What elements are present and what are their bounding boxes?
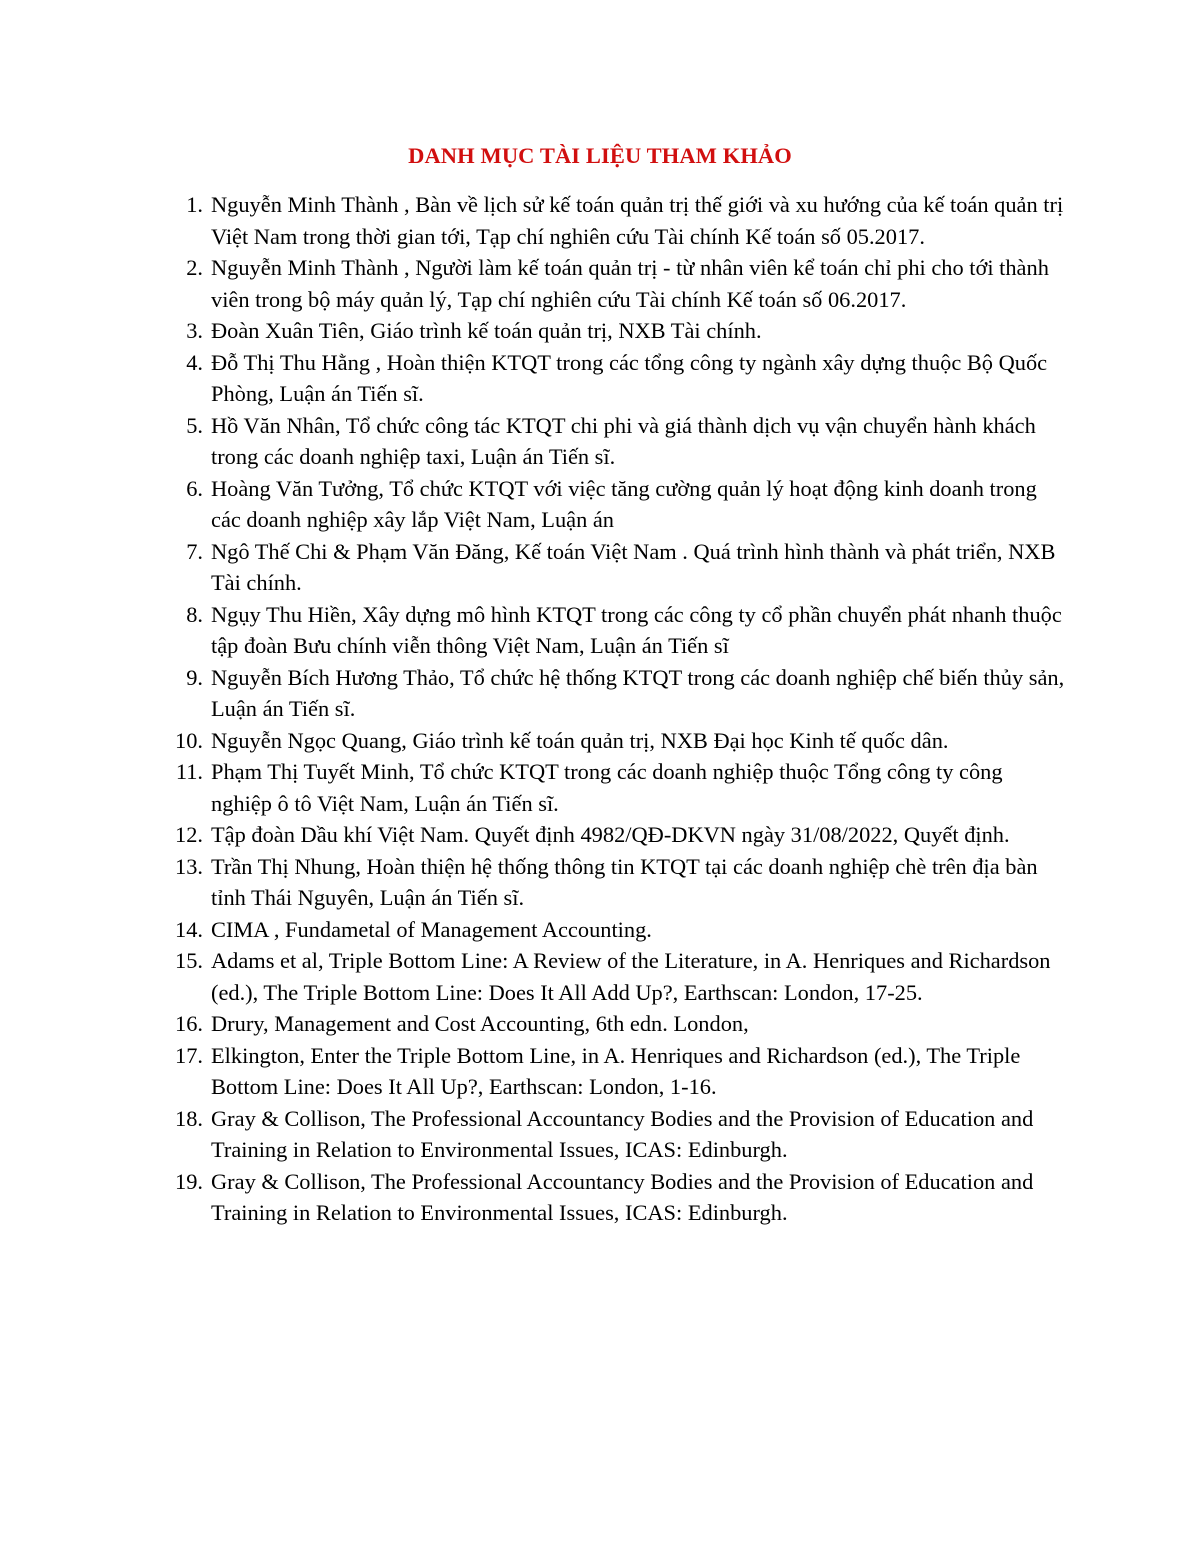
page-title: DANH MỤC TÀI LIỆU THAM KHẢO — [408, 143, 792, 168]
reference-text: Ngụy Thu Hiền, Xây dựng mô hình KTQT trong các công ty cổ phần chuyển phát nhanh thuộc tập đoàn Bưu chính viễn thông Việt Nam, Luận án Tiến sĩ — [211, 601, 1062, 658]
reference-text: Adams et al, Triple Bottom Line: A Review of the Literature, in A. Henriques and Richardson (ed.), The Triple Bottom Line: Does It All Add Up?, Earthscan: London, 17-25. — [211, 948, 1051, 1005]
reference-text: Nguyễn Bích Hương Thảo, Tổ chức hệ thống KTQT trong các doanh nghiệp chế biến thủy sản, Luận án Tiến sĩ. — [211, 664, 1065, 721]
reference-text: Nguyễn Minh Thành , Người làm kế toán quản trị - từ nhân viên kể toán chỉ phi cho tới thành viên trong bộ máy quản lý, Tạp chí nghiên cứu Tài chính Kế toán số 06.2017. — [211, 255, 1049, 312]
reference-text: Đỗ Thị Thu Hằng , Hoàn thiện KTQT trong các tổng công ty ngành xây dựng thuộc Bộ Quốc Phòng, Luận án Tiến sĩ. — [211, 349, 1048, 406]
reference-item — [165, 347, 1065, 410]
reference-item — [165, 473, 1065, 536]
reference-text: Ngô Thế Chi & Phạm Văn Đăng, Kế toán Việt Nam . Quá trình hình thành và phát triển, NXB Tài chính. — [211, 538, 1056, 595]
reference-number: 12. — [175, 822, 203, 847]
reference-item — [165, 315, 1065, 347]
reference-number: 11. — [175, 759, 203, 784]
reference-item — [165, 756, 1065, 819]
reference-number: 17. — [175, 1042, 203, 1068]
reference-number: 9. — [186, 664, 203, 690]
reference-list — [165, 189, 1065, 1229]
reference-item — [165, 1166, 1065, 1229]
reference-item — [165, 851, 1065, 914]
reference-number: 18. — [175, 1105, 203, 1131]
reference-number: 19. — [175, 1168, 203, 1194]
reference-item — [165, 599, 1065, 662]
reference-number: 14. — [175, 916, 203, 942]
reference-number: 5. — [186, 412, 203, 438]
reference-text: Tập đoàn Dầu khí Việt Nam. Quyết định 4982/QĐ-DKVN ngày 31/08/2022, Quyết định. — [211, 822, 1010, 847]
reference-number: 16. — [175, 1011, 203, 1036]
reference-item — [165, 1008, 1065, 1040]
reference-item — [165, 725, 1065, 757]
reference-text: Đoàn Xuân Tiên, Giáo trình kế toán quản trị, NXB Tài chính. — [211, 318, 762, 343]
reference-text: Phạm Thị Tuyết Minh, Tổ chức KTQT trong các doanh nghiệp thuộc Tổng công ty công nghiệp ô tô Việt Nam, Luận án Tiến sĩ. — [211, 759, 1003, 816]
reference-item — [165, 1040, 1065, 1103]
reference-number: 15. — [175, 948, 203, 973]
reference-item — [165, 819, 1065, 851]
reference-text: Gray & Collison, The Professional Accountancy Bodies and the Provision of Education and Training in Relation to Environmental Issues, ICAS: Edinburgh. — [211, 1168, 1034, 1225]
reference-number: 10. — [175, 727, 203, 753]
reference-text: CIMA , Fundametal of Management Accounting. — [211, 916, 652, 942]
reference-number: 8. — [186, 601, 203, 627]
reference-number: 1. — [186, 192, 203, 217]
reference-item — [165, 914, 1065, 946]
reference-item — [165, 252, 1065, 315]
reference-number: 7. — [186, 538, 203, 564]
reference-item — [165, 1103, 1065, 1166]
reference-text: Drury, Management and Cost Accounting, 6th edn. London, — [211, 1011, 749, 1036]
reference-text: Trần Thị Nhung, Hoàn thiện hệ thống thông tin KTQT tại các doanh nghiệp chè trên địa bàn tỉnh Thái Nguyên, Luận án Tiến sĩ. — [211, 853, 1038, 910]
reference-text: Nguyễn Ngọc Quang, Giáo trình kế toán quản trị, NXB Đại học Kinh tế quốc dân. — [211, 727, 949, 753]
reference-number: 3. — [186, 318, 203, 343]
reference-number: 4. — [186, 349, 203, 375]
reference-text: Nguyễn Minh Thành , Bàn về lịch sử kế toán quản trị thế giới và xu hướng của kế toán quản trị Việt Nam trong thời gian tới, Tạp chí nghiên cứu Tài chính Kế toán số 05.2017. — [211, 192, 1064, 249]
reference-text: Gray & Collison, The Professional Accountancy Bodies and the Provision of Education and Training in Relation to Environmental Issues, ICAS: Edinburgh. — [211, 1105, 1034, 1162]
reference-number: 6. — [186, 475, 203, 501]
reference-item — [165, 536, 1065, 599]
reference-item — [165, 662, 1065, 725]
reference-number: 13. — [175, 853, 203, 879]
reference-text: Hồ Văn Nhân, Tổ chức công tác KTQT chi phi và giá thành dịch vụ vận chuyển hành khách trong các doanh nghiệp taxi, Luận án Tiến sĩ. — [211, 412, 1036, 469]
reference-text: Hoàng Văn Tưởng, Tổ chức KTQT với việc tăng cường quản lý hoạt động kinh doanh trong các doanh nghiệp xây lắp Việt Nam, Luận án — [211, 475, 1037, 532]
reference-number: 2. — [186, 255, 203, 280]
reference-text: Elkington, Enter the Triple Bottom Line, in A. Henriques and Richardson (ed.), The Triple Bottom Line: Does It All Up?, Earthscan: London, 1-16. — [211, 1042, 1021, 1099]
reference-item — [165, 189, 1065, 252]
reference-item — [165, 410, 1065, 473]
reference-item — [165, 945, 1065, 1008]
